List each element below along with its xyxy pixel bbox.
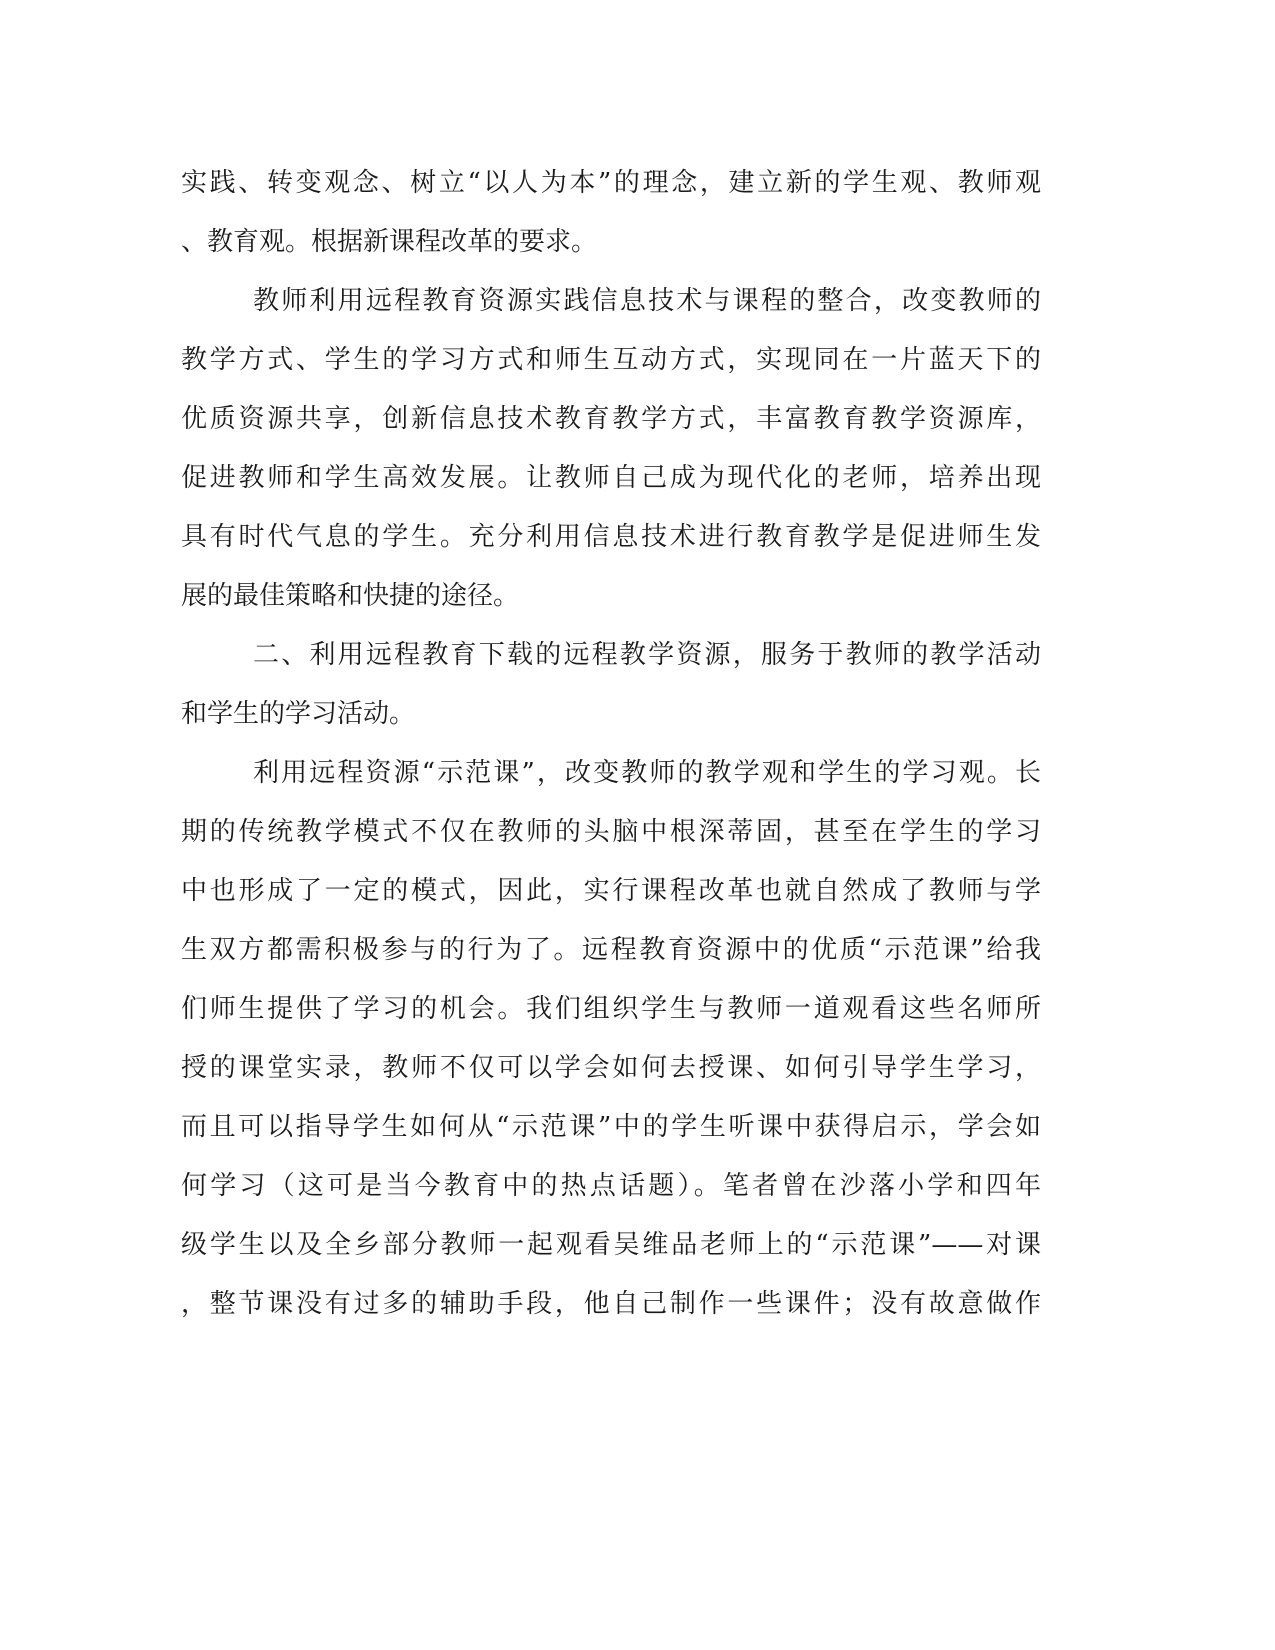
text-line: 、教育观。根据新课程改革的要求。 xyxy=(181,227,598,257)
text-line: 期的传统教学模式不仅在教师的头脑中根深蒂固，甚至在学生的学习 xyxy=(181,817,1041,847)
text-line: 们师生提供了学习的机会。我们组织学生与教师一道观看这些名师所 xyxy=(181,994,1041,1024)
text-line: 级学生以及全乡部分教师一起观看吴维品老师上的“示范课”——对课 xyxy=(181,1230,1041,1260)
text-line: 生双方都需积极参与的行为了。远程教育资源中的优质“示范课”给我 xyxy=(181,935,1041,965)
text-line: ，整节课没有过多的辅助手段，他自己制作一些课件；没有故意做作 xyxy=(181,1289,1041,1319)
text-line: 授的课堂实录，教师不仅可以学会如何去授课、如何引导学生学习， xyxy=(181,1053,1041,1083)
text-line: 促进教师和学生高效发展。让教师自己成为现代化的老师，培养出现 xyxy=(181,463,1041,493)
text-line: 二、利用远程教育下载的远程教学资源，服务于教师的教学活动 xyxy=(253,640,1041,670)
document-body xyxy=(181,154,1041,1334)
text-line: 具有时代气息的学生。充分利用信息技术进行教育教学是促进师生发 xyxy=(181,522,1041,552)
text-line: 中也形成了一定的模式，因此，实行课程改革也就自然成了教师与学 xyxy=(181,876,1041,906)
text-line: 何学习（这可是当今教育中的热点话题）。笔者曾在沙落小学和四年 xyxy=(181,1171,1041,1201)
text-line: 而且可以指导学生如何从“示范课”中的学生听课中获得启示，学会如 xyxy=(181,1112,1041,1142)
text-line: 展的最佳策略和快捷的途径。 xyxy=(181,581,520,611)
text-line: 教师利用远程教育资源实践信息技术与课程的整合，改变教师的 xyxy=(253,286,1041,316)
text-line: 教学方式、学生的学习方式和师生互动方式，实现同在一片蓝天下的 xyxy=(181,345,1041,375)
text-line: 实践、转变观念、树立“以人为本”的理念，建立新的学生观、教师观 xyxy=(181,168,1041,198)
text-line: 和学生的学习活动。 xyxy=(181,699,416,729)
text-line: 利用远程资源“示范课”，改变教师的教学观和学生的学习观。长 xyxy=(253,758,1041,788)
text-line: 优质资源共享，创新信息技术教育教学方式，丰富教育教学资源库， xyxy=(181,404,1041,434)
